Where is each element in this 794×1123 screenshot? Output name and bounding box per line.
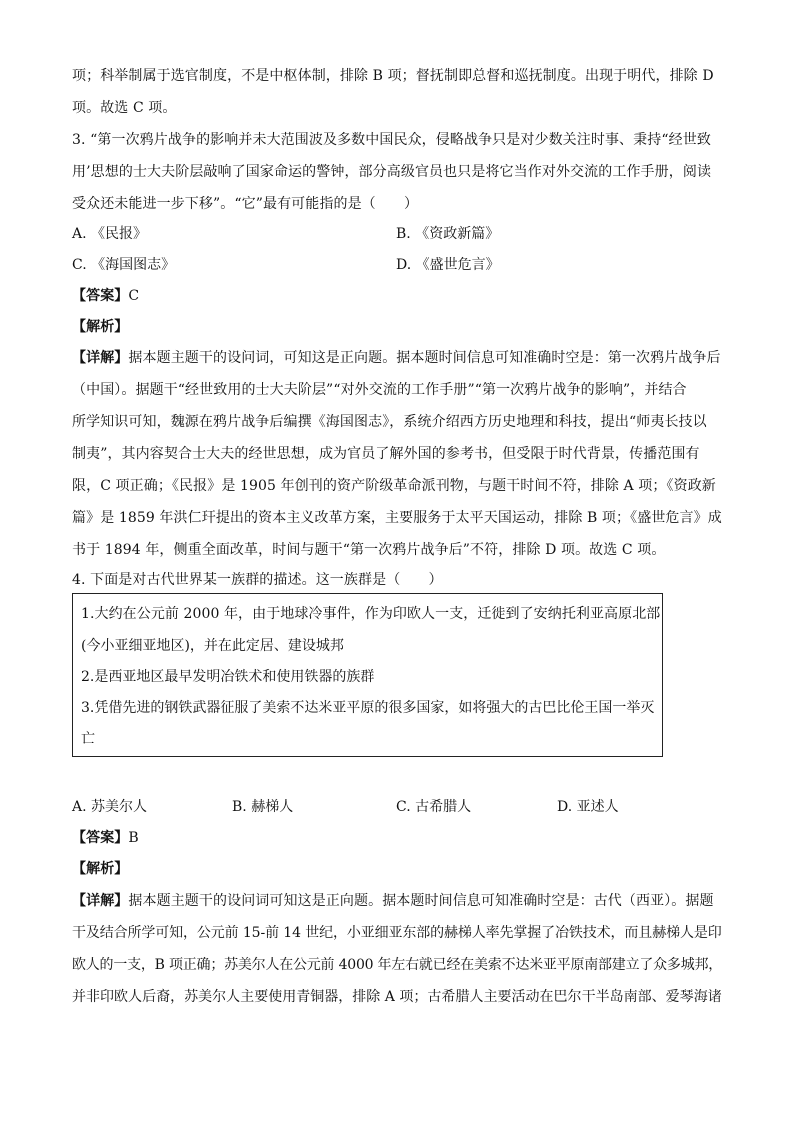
- detail-line: 书于 1894 年，侧重全面改革，时间与题干“第一次鸦片战争后”不符，排除 D 项。故选 C 项。: [72, 542, 666, 558]
- detail-line: 【详解】据本题主题干的设问词可知这是正向题。据本题时间信息可知准确时空是：古代（西亚）。据题: [72, 893, 714, 909]
- box-line: 3.凭借先进的钢铁武器征服了美索不达米亚平原的很多国家，如将强大的古巴比伦王国一举灭: [81, 700, 655, 716]
- detail-tag: 【详解】: [72, 350, 129, 366]
- option-d: D. 《盛世危言》: [396, 257, 500, 273]
- detail-line: 限，C 项正确；《民报》是 1905 年创刊的资产阶级革命派刊物，与题干时间不符，排除 A 项；《资政新: [72, 478, 716, 494]
- question-3-stem: 受众还未能进一步下移”。“它”最有可能指的是（ ）: [72, 196, 419, 212]
- option-b: B. 赫梯人: [232, 799, 294, 815]
- detail-line: 并非印欧人后裔，苏美尔人主要使用青铜器，排除 A 项；古希腊人主要活动在巴尔干半岛南部、爱琴海诸: [72, 989, 722, 1005]
- option-b: B. 《资政新篇》: [396, 226, 500, 242]
- detail-line: 欧人的一支，B 项正确；苏美尔人在公元前 4000 年左右就已经在美索不达米亚平原南部建立了众多城邦，: [72, 957, 723, 973]
- text-line: 项。故选 C 项。: [72, 100, 177, 116]
- box-line: 2.是西亚地区最早发明冶铁术和使用铁器的族群: [81, 669, 375, 685]
- detail-line: 所学知识可知，魏源在鸦片战争后编撰《海国图志》，系统介绍西方历史地理和科技，提出“师夷长技以: [72, 414, 707, 430]
- detail-line: 【详解】据本题主题干的设问词，可知这是正向题。据本题时间信息可知准确时空是：第一次鸦片战争后: [72, 350, 721, 366]
- detail-line: 篇》是 1859 年洪仁玕提出的资本主义改革方案，主要服务于太平天国运动，排除 B 项；《盛世危言》成: [72, 510, 722, 526]
- box-line: (今小亚细亚地区)，并在此定居、建设城邦: [81, 638, 344, 654]
- box-line: 亡: [81, 731, 95, 747]
- answer-tag: 【答案】: [72, 288, 129, 304]
- question-3-stem: 用’思想的士大夫阶层敲响了国家命运的警钟，部分高级官员也只是将它当作对外交流的工作手册，阅读: [72, 164, 712, 180]
- option-c: C. 《海国图志》: [72, 257, 176, 273]
- answer-value: B: [128, 830, 139, 846]
- answer-line: [72, 828, 722, 848]
- text-line: 项；科举制属于选官制度，不是中枢体制，排除 B 项；督抚制即总督和巡抚制度。出现于明代，排除 D: [72, 68, 714, 84]
- detail-line: （中国）。据题干“经世致用的士大夫阶层”“对外交流的工作手册”“第一次鸦片战争的影响”，并结合: [72, 382, 687, 398]
- analysis-heading: [72, 859, 722, 879]
- detail-line: 干及结合所学可知，公元前 15-前 14 世纪，小亚细亚东部的赫梯人率先掌握了冶铁技术，而且赫梯人是印: [72, 925, 722, 941]
- question-4-stem: 4. 下面是对古代世界某一族群的描述。这一族群是（ ）: [72, 572, 443, 588]
- detail-tag: 【详解】: [72, 893, 129, 909]
- analysis-tag: 【解析】: [72, 861, 129, 877]
- question-3-stem: 3. “第一次鸦片战争的影响并未大范围波及多数中国民众，侵略战争只是对少数关注时事、秉持“经世致: [72, 132, 711, 148]
- answer-tag: 【答案】: [72, 830, 129, 846]
- description-box: [72, 593, 663, 757]
- analysis-heading: [72, 317, 722, 337]
- option-c: C. 古希腊人: [396, 799, 472, 815]
- option-a: A. 《民报》: [72, 226, 148, 242]
- answer-value: C: [128, 288, 140, 304]
- box-line: 1.大约在公元前 2000 年，由于地球冷事件，作为印欧人一支，迁徙到了安纳托利亚高原北部: [81, 606, 661, 622]
- answer-line: [72, 286, 722, 306]
- option-d: D. 亚述人: [557, 799, 619, 815]
- detail-line: 制夷”，其内容契合士大夫的经世思想，成为官员了解外国的参考书，但受限于时代背景，传播范围有: [72, 446, 700, 462]
- option-a: A. 苏美尔人: [72, 799, 148, 815]
- analysis-tag: 【解析】: [72, 319, 129, 335]
